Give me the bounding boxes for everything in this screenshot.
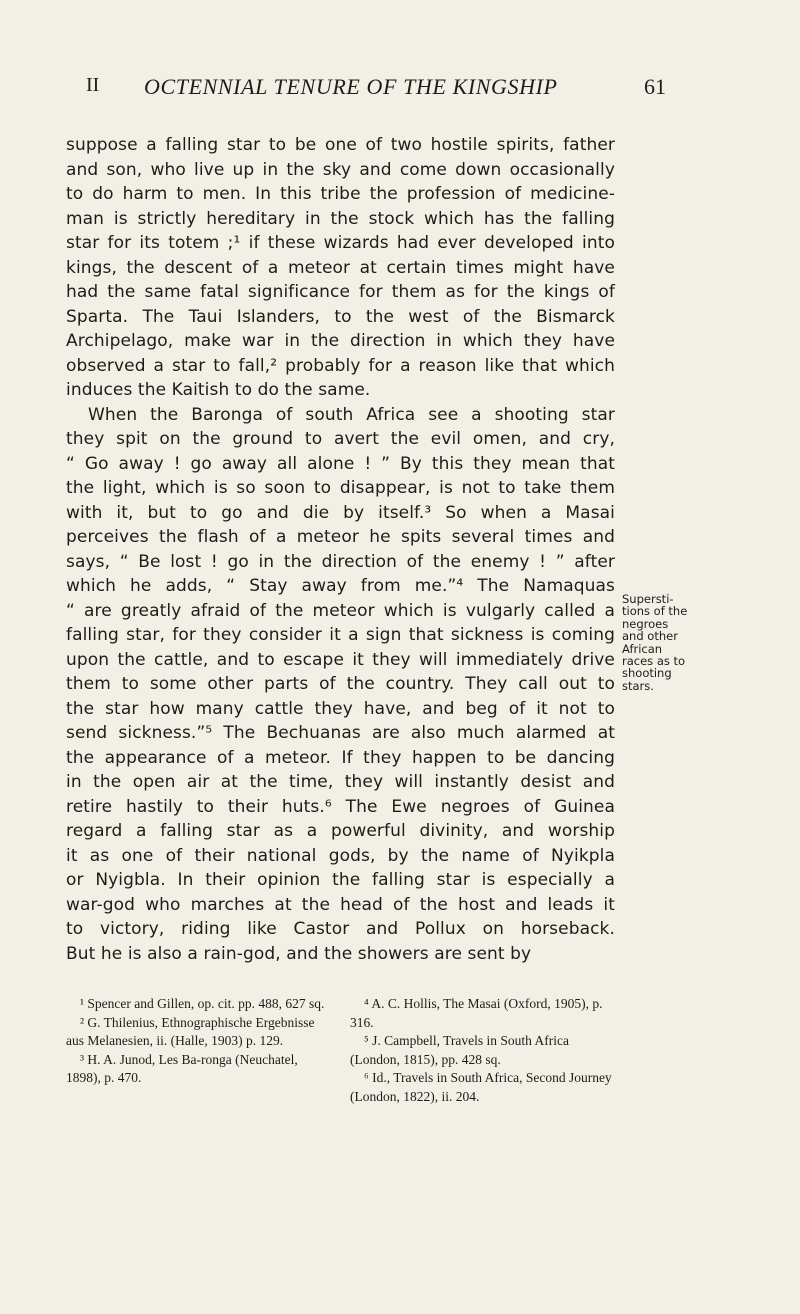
text-line: Archipelago, make war in the direction in which they have — [66, 331, 615, 351]
text-line: which he adds, “ Stay away from me.”⁴ The Namaquas — [66, 576, 615, 596]
text-line: them to some other parts of the country. They call out to — [66, 674, 615, 694]
text-line: the appearance of a meteor. If they happen to be dancing — [66, 747, 615, 768]
footnote: ² G. Thilenius, Ethnographische Ergebnisse aus Melanesien, ii. (Halle, 1903) p. 129. — [66, 1014, 315, 1048]
text-line: to victory, riding like Castor and Pollux on horseback. — [66, 919, 615, 939]
marginal-note-line: and other — [622, 629, 678, 644]
marginal-note — [622, 593, 694, 692]
text-line: kings, the descent of a meteor at certain times might have — [66, 257, 615, 278]
text-line: had the same fatal significance for them as for the kings of — [66, 282, 615, 302]
marginal-note-line: African — [622, 641, 663, 656]
text-line: man is strictly hereditary in the stock which has the falling — [66, 208, 615, 229]
text-line: retire hastily to their huts.⁶ The Ewe negroes of Guinea — [66, 796, 615, 817]
text-line: upon the cattle, and to escape it they will immediately drive — [66, 649, 615, 670]
footnote: ⁶ Id., Travels in South Africa, Second Journey (London, 1822), ii. 204. — [350, 1070, 612, 1104]
marginal-note-line: races as to — [622, 654, 686, 669]
text-line: falling star, for they consider it a sign that sickness is coming — [66, 625, 615, 645]
page-number: 61 — [644, 74, 666, 99]
running-title: OCTENNIAL TENURE OF THE KINGSHIP — [144, 74, 558, 99]
text-line: war-god who marches at the head of the host and leads it — [66, 894, 615, 915]
running-header — [66, 74, 666, 104]
chapter-number: II — [86, 74, 100, 96]
text-line: induces the Kaitish to do the same. — [66, 380, 371, 400]
text-line: they spit on the ground to avert the evil omen, and cry, — [66, 429, 615, 449]
text-line: says, “ Be lost ! go in the direction of the enemy ! ” after — [66, 551, 615, 572]
marginal-note-line: tions of the — [622, 604, 688, 619]
text-line: the light, which is so soon to disappear, is not to take them — [66, 478, 615, 498]
text-line: send sickness.”⁵ The Bechuanas are also much alarmed at — [66, 723, 615, 743]
text-line: and son, who live up in the sky and come down occasionally — [66, 159, 615, 180]
text-line: suppose a falling star to be one of two hostile spirits, father — [66, 135, 615, 155]
text-line: observed a star to fall,² probably for a reason like that which — [66, 355, 615, 376]
footnotes-right-column — [350, 995, 618, 1106]
text-line: When the Baronga of south Africa see a shooting star — [88, 404, 615, 425]
text-line: the star how many cattle they have, and beg of it not to — [66, 698, 615, 719]
text-line: star for its totem ;¹ if these wizards had ever developed into — [66, 233, 615, 253]
text-line: with it, but to go and die by itself.³ So when a Masai — [66, 502, 615, 523]
text-line: perceives the flash of a meteor he spits several times and — [66, 527, 615, 547]
text-line: But he is also a rain-god, and the showers are sent by — [66, 943, 532, 964]
footnotes-left-column — [66, 995, 334, 1088]
text-line: in the open air at the time, they will instantly desist and — [66, 772, 615, 792]
marginal-note-line: Supersti- — [622, 592, 674, 606]
footnote: ⁴ A. C. Hollis, The Masai (Oxford, 1905), p. 316. — [350, 996, 603, 1030]
text-line: “ Go away ! go away all alone ! ” By this they mean that — [66, 453, 615, 474]
text-line: it as one of their national gods, by the name of Nyikpla — [66, 845, 615, 866]
text-line: “ are greatly afraid of the meteor which is vulgarly called a — [66, 600, 615, 621]
text-line: Sparta. The Taui Islanders, to the west of the Bismarck — [66, 306, 615, 327]
text-line: to do harm to men. In this tribe the profession of medicine- — [66, 184, 615, 204]
text-line: or Nyigbla. In their opinion the falling star is especially a — [66, 870, 615, 890]
text-line: regard a falling star as a powerful divinity, and worship — [66, 821, 615, 841]
marginal-note-line: stars. — [622, 678, 654, 693]
footnote: ⁵ J. Campbell, Travels in South Africa (London, 1815), pp. 428 sq. — [350, 1033, 569, 1067]
footnote: ³ H. A. Junod, Les Ba-ronga (Neuchatel, 1898), p. 470. — [66, 1051, 298, 1085]
marginal-note-line: shooting — [622, 666, 672, 681]
footnote: ¹ Spencer and Gillen, op. cit. pp. 488, 627 sq. — [80, 996, 325, 1011]
marginal-note-line: negroes — [622, 616, 669, 631]
body-text — [66, 133, 615, 966]
